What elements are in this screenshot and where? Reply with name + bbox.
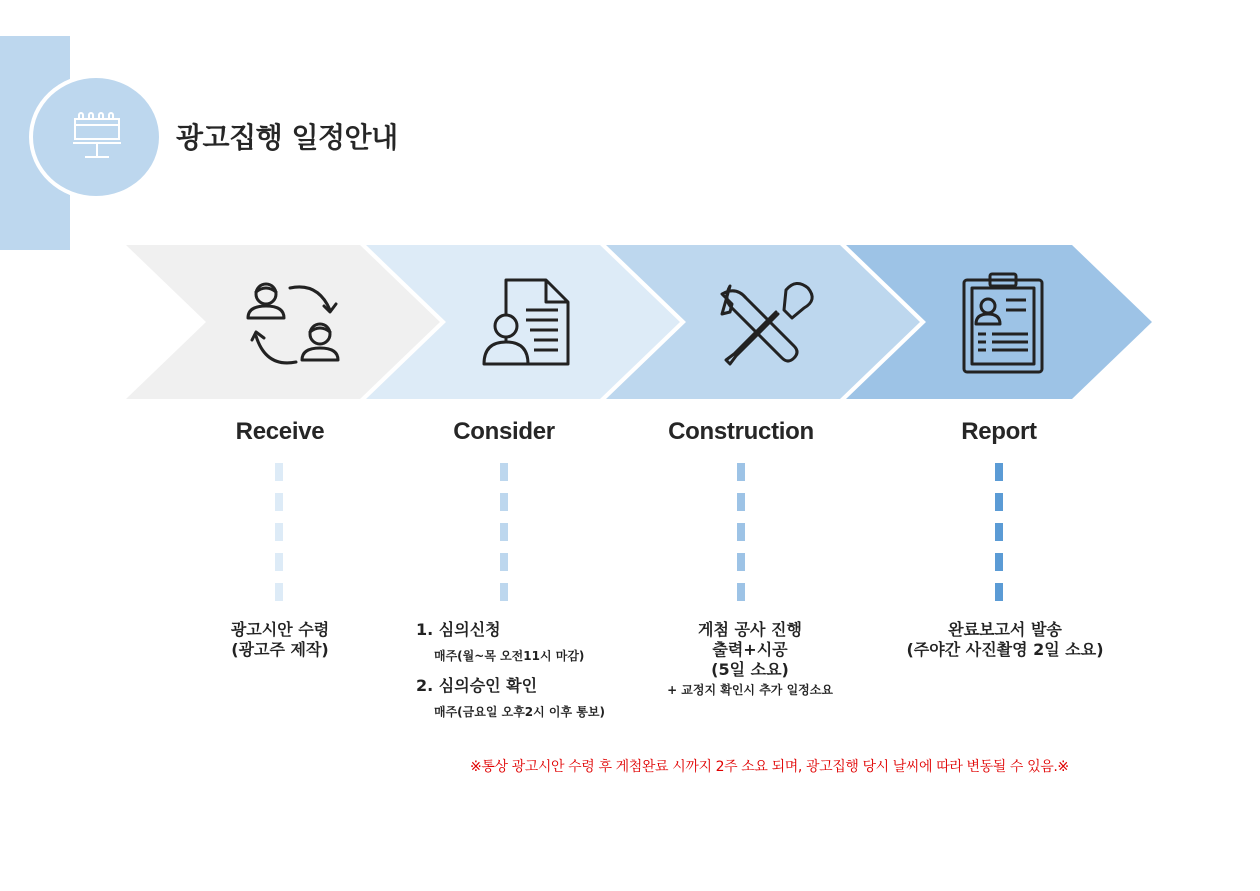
dashed-connector-consider — [500, 463, 508, 603]
receive-line1: 광고시안 수령 — [230, 620, 330, 639]
construction-line3: (5일 소요) — [711, 660, 789, 679]
receive-description — [200, 620, 360, 660]
consider-item2: 2. 심의승인 확인 — [416, 676, 538, 695]
person-document-icon — [478, 274, 578, 374]
construction-description — [630, 620, 870, 700]
construction-line1: 게첨 공사 진행 — [698, 620, 802, 639]
step-label-construction: Construction — [668, 418, 814, 445]
consider-item1-sub: 매주(월~목 오전11시 마감) — [434, 649, 585, 663]
report-description — [880, 620, 1130, 660]
consider-item2-sub: 매주(금요일 오후2시 이후 통보) — [434, 705, 605, 719]
report-line1: 완료보고서 발송 — [948, 620, 1062, 639]
dashed-connector-receive — [275, 463, 283, 603]
receive-line2: (광고주 제작) — [231, 640, 329, 659]
report-line2: (주야간 사진촬영 2일 소요) — [906, 640, 1104, 659]
schedule-note: ※통상 광고시안 수령 후 게첨완료 시까지 2주 소요 되며, 광고집행 당시 날씨에 따라 변동될 수 있음.※ — [470, 759, 1069, 775]
wrench-screwdriver-icon — [716, 276, 816, 372]
step-label-receive: Receive — [235, 418, 325, 445]
dashed-connector-construction — [737, 463, 745, 603]
consider-item1: 1. 심의신청 — [416, 620, 501, 639]
construction-line4: + 교정지 확인시 추가 일정소요 — [667, 683, 833, 697]
exchange-people-icon — [240, 274, 350, 374]
step-label-consider: Consider — [453, 418, 555, 445]
construction-line2: 출력+시공 — [712, 640, 788, 659]
clipboard-report-icon — [958, 270, 1048, 376]
step-label-report: Report — [961, 418, 1037, 445]
page-title: 광고집행 일정안내 — [176, 121, 398, 154]
dashed-connector-report — [995, 463, 1003, 603]
